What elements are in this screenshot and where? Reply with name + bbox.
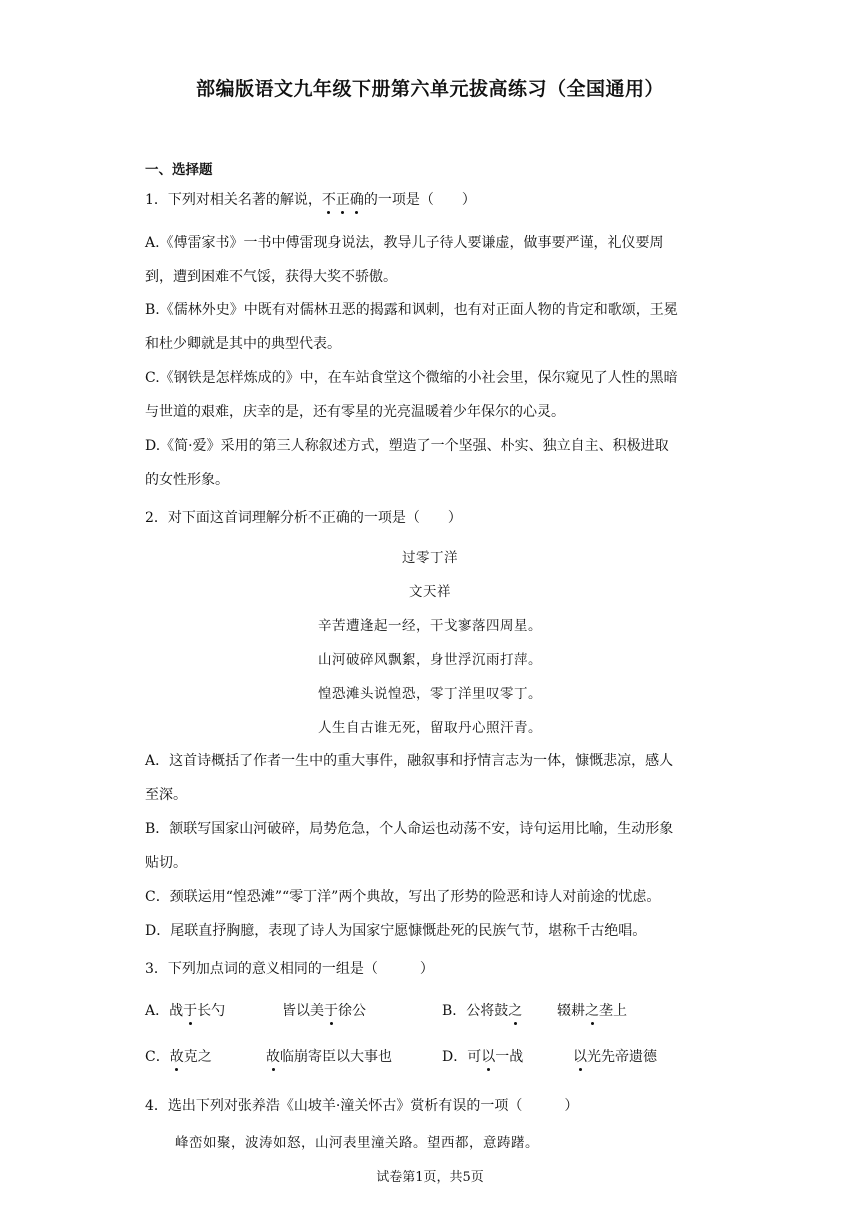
poem-title: 过零丁洋 — [402, 550, 458, 566]
poem-line-2: 山河破碎风飘絮，身世浮沉雨打萍。 — [318, 652, 542, 668]
q1-option-c-line2: 与世道的艰难，庆幸的是，还有零星的光亮温暖着少年保尔的心灵。 — [145, 404, 565, 420]
q3-option-d — [442, 1046, 523, 1066]
q3-d-rest: 一战 — [495, 1049, 524, 1065]
q3-option-a — [145, 1000, 225, 1020]
q3-options-row-2 — [145, 1046, 705, 1066]
q3-a-label: A．战 — [145, 1003, 184, 1019]
q1-stem — [145, 189, 476, 209]
q3-c-rest: 克之 — [183, 1049, 212, 1065]
q4-verse: 峰峦如聚，波涛如怒，山河表里潼关路。望西都，意踌躇。 — [175, 1135, 539, 1151]
q3-c2-rest: 临崩寄臣以大事也 — [280, 1049, 392, 1065]
q1-option-a-line2: 到，遭到困难不气馁，获得大奖不骄傲。 — [145, 269, 397, 285]
q2-stem: 2．对下面这首词理解分析不正确的一项是（ ） — [145, 510, 462, 526]
q3-b2-rest: 垄上 — [599, 1003, 627, 1019]
page-title: 部编版语文九年级下册第六单元拔高练习（全国通用） — [195, 78, 664, 100]
poem-line-3: 惶恐滩头说惶恐，零丁洋里叹零丁。 — [318, 686, 542, 702]
q3-b2-dot: 之 — [585, 1003, 599, 1019]
q3-a2-dot: 于 — [324, 1003, 338, 1019]
poem-line-1: 辛苦遭逢起一经，干戈寥落四周星。 — [318, 618, 542, 634]
q1-option-d-line2: 的女性形象。 — [145, 472, 229, 488]
q2-option-a-line1: A．这首诗概括了作者一生中的重大事件，融叙事和抒情言志为一体，慷慨悲凉，感人 — [145, 753, 674, 769]
q1-option-b-line1: B.《儒林外史》中既有对儒林丑恶的揭露和讽刺，也有对正面人物的肯定和歌颂，王冕 — [145, 302, 678, 318]
poem-author: 文天祥 — [409, 584, 451, 600]
q3-d-dot: 以 — [481, 1049, 496, 1065]
section-heading: 一、选择题 — [145, 162, 213, 178]
q3-a-dot: 于 — [183, 1003, 198, 1019]
q1-option-a-line1: A.《傅雷家书》一书中傅雷现身说法，教导儿子待人要谦虚，做事要严谨，礼仪要周 — [145, 235, 664, 251]
q3-d-label: D．可 — [442, 1049, 482, 1065]
q2-option-c: C．颈联运用“惶恐滩”“零丁洋”两个典故，写出了形势的险恶和诗人对前途的忧虑。 — [145, 889, 661, 905]
q2-option-b-line1: B．颔联写国家山河破碎，局势危急，个人命运也动荡不安，诗句运用比喻，生动形象 — [145, 821, 674, 837]
q1-stem-post: 的一项是（ ） — [363, 192, 476, 208]
q3-b-label: B．公将鼓 — [442, 1003, 509, 1019]
q1-option-b-line2: 和杜少卿就是其中的典型代表。 — [145, 336, 341, 352]
q1-option-c-line1: C.《钢铁是怎样炼成的》中，在车站食堂这个微缩的小社会里，保尔窥见了人性的黑暗 — [145, 370, 678, 386]
poem-line-4: 人生自古谁无死，留取丹心照汗青。 — [318, 720, 542, 736]
q3-d2-dot: 以 — [573, 1049, 587, 1065]
q1-stem-pre: 1．下列对相关名著的解说， — [145, 192, 322, 208]
q1-option-d-line1: D.《简·爱》采用的第三人称叙述方式，塑造了一个坚强、朴实、独立自主、积极进取 — [145, 438, 669, 454]
q3-option-c-second — [266, 1046, 392, 1066]
q2-option-b-line2: 贴切。 — [145, 855, 187, 871]
q3-b-dot: 之 — [508, 1003, 523, 1019]
q3-option-a-second — [282, 1000, 366, 1020]
q3-options-row-1 — [145, 1000, 705, 1020]
q1-stem-dot-3: 确 — [349, 192, 364, 208]
q3-a2-rest: 徐公 — [338, 1003, 366, 1019]
q3-d2-rest: 光先帝遗德 — [587, 1049, 657, 1065]
q3-a2-pre: 皆以美 — [282, 1003, 324, 1019]
q3-option-c — [145, 1046, 212, 1066]
q2-option-a-line2: 至深。 — [145, 787, 187, 803]
q3-b2-pre: 辍耕 — [557, 1003, 585, 1019]
q1-stem-dot-2: 正 — [335, 192, 350, 208]
q3-stem: 3．下列加点词的意义相同的一组是（ ） — [145, 961, 434, 977]
q3-a-rest: 长勺 — [197, 1003, 226, 1019]
q3-option-b-second — [557, 1000, 627, 1020]
q3-c-dot: 故 — [169, 1049, 184, 1065]
q3-c-label: C． — [145, 1049, 170, 1065]
q3-c2-dot: 故 — [266, 1049, 280, 1065]
q4-stem: 4．选出下列对张养浩《山坡羊·潼关怀古》赏析有误的一项（ ） — [145, 1098, 579, 1114]
q3-option-b — [442, 1000, 522, 1020]
page-footer: 试卷第1页，共5页 — [376, 1170, 484, 1185]
q2-option-d: D．尾联直抒胸臆，表现了诗人为国家宁愿慷慨赴死的民族气节，堪称千古绝唱。 — [145, 923, 647, 939]
q1-stem-dot-1: 不 — [321, 192, 336, 208]
q3-option-d-second — [573, 1046, 657, 1066]
